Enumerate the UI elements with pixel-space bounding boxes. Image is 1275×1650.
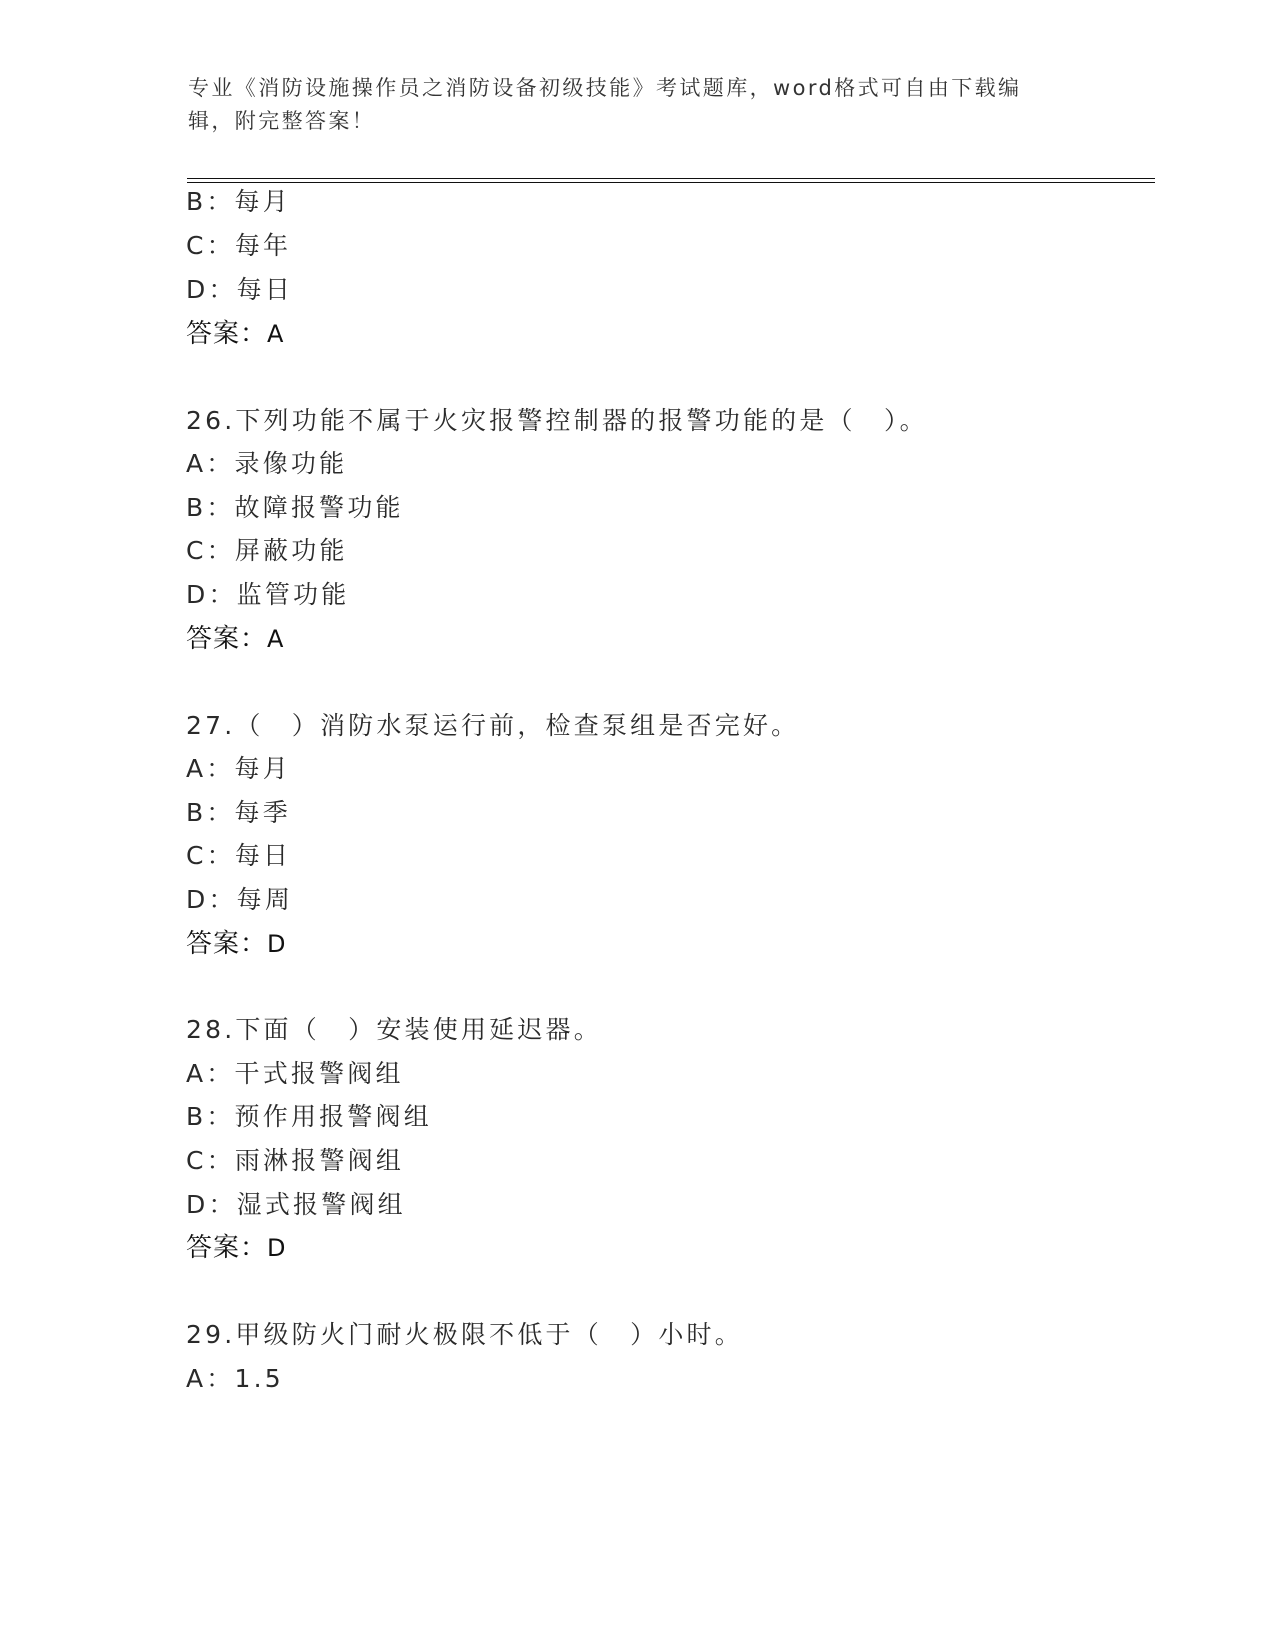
q25-option-b: B：每月	[186, 187, 291, 216]
q28-option-b: B：预作用报警阀组	[186, 1102, 432, 1131]
header-title-line-2: 辑，附完整答案！	[188, 109, 376, 133]
q26-option-a: A：录像功能	[186, 449, 348, 478]
answer-label: 答案：	[186, 319, 268, 349]
q27-option-a: A：每月	[186, 754, 291, 783]
answer-label: 答案：	[186, 1233, 268, 1263]
q26-option-b: B：故障报警功能	[186, 493, 404, 522]
q28-option-c: C：雨淋报警阀组	[186, 1146, 405, 1175]
q27-option-b: B：每季	[186, 798, 291, 827]
q27-option-c: C：每日	[186, 841, 292, 870]
answer-label: 答案：	[186, 624, 268, 654]
answer-value: D	[267, 1234, 287, 1262]
answer-value: A	[267, 320, 285, 348]
header-title-line-1: 专业《消防设施操作员之消防设备初级技能》考试题库，word格式可自由下载编	[188, 76, 1022, 100]
q26-answer	[186, 623, 284, 655]
q28-option-a: A：干式报警阀组	[186, 1059, 404, 1088]
header-divider	[187, 178, 1155, 183]
document-header	[188, 72, 1088, 138]
q28-answer	[186, 1232, 287, 1264]
q25-answer	[186, 318, 284, 350]
q26-question: 26.下列功能不属于火灾报警控制器的报警功能的是（ ）。	[186, 406, 928, 435]
answer-label: 答案：	[186, 929, 268, 959]
q25-option-c: C：每年	[186, 231, 292, 260]
q29-option-a: A：1.5	[186, 1364, 284, 1393]
q26-option-c: C：屏蔽功能	[186, 536, 348, 565]
q27-question: 27.（ ）消防水泵运行前，检查泵组是否完好。	[186, 711, 800, 740]
q27-option-d: D：每周	[186, 885, 294, 914]
q28-question: 28.下面（ ）安装使用延迟器。	[186, 1015, 602, 1044]
q29-question: 29.甲级防火门耐火极限不低于（ ）小时。	[186, 1320, 743, 1349]
q25-option-d: D：每日	[186, 275, 294, 304]
answer-value: D	[267, 930, 287, 958]
q28-option-d: D：湿式报警阀组	[186, 1190, 406, 1219]
q27-answer	[186, 928, 287, 960]
answer-value: A	[267, 625, 285, 653]
q26-option-d: D：监管功能	[186, 580, 350, 609]
